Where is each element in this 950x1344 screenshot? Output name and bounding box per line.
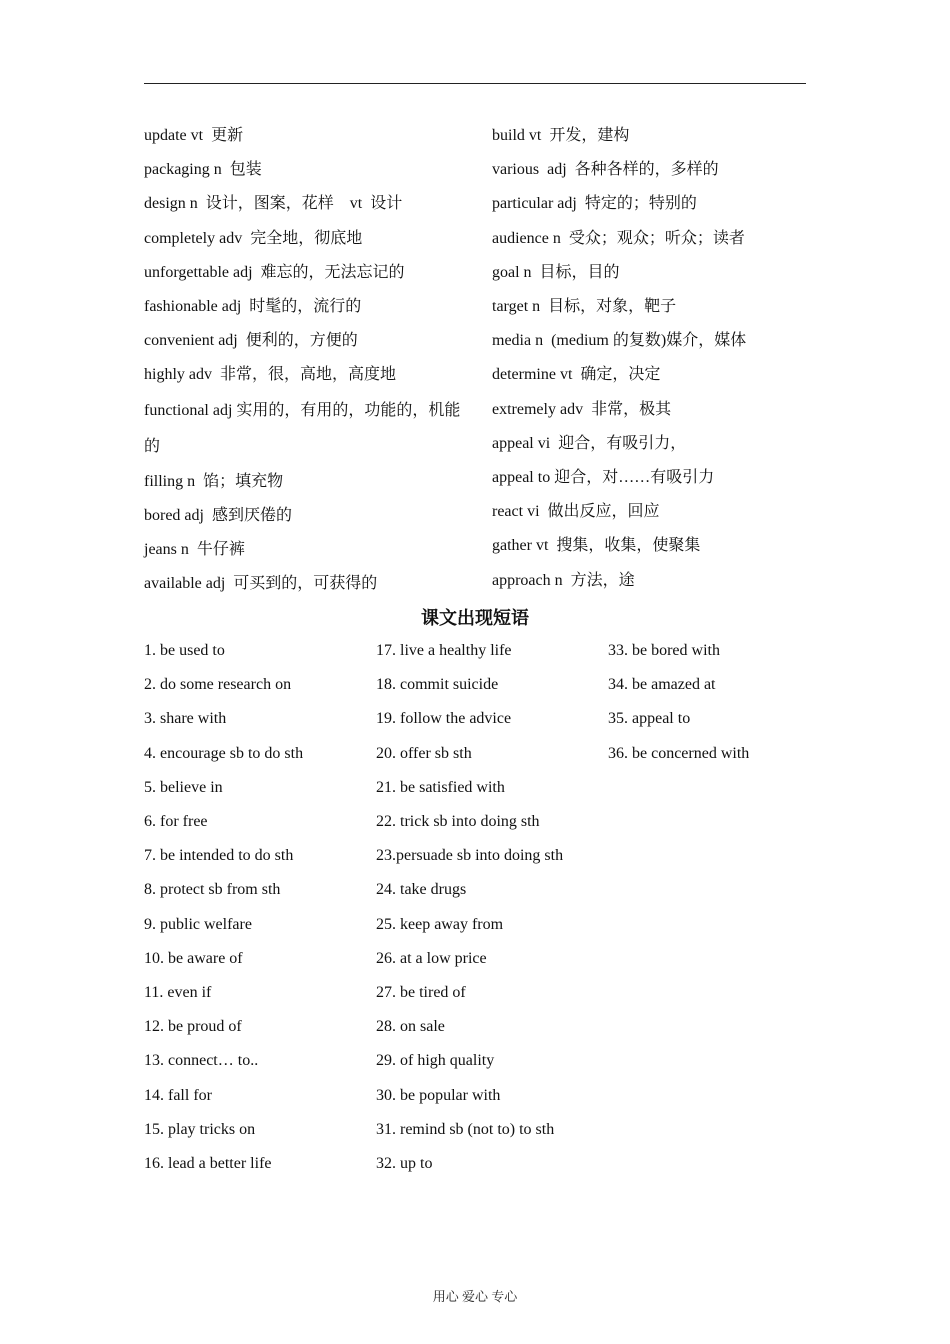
phrase-item: 14. fall for: [144, 1086, 212, 1104]
phrase-item: 18. commit suicide: [376, 676, 499, 694]
vocab-list-left: [144, 119, 468, 601]
phrase-item: 23.persuade sb into doing sth: [376, 847, 564, 865]
phrase-item: 11. even if: [144, 984, 212, 1002]
vocab-item: media n (medium 的复数)媒介，媒体: [492, 332, 747, 350]
phrase-item: 12. be proud of: [144, 1018, 242, 1036]
phrase-list-column-1: [144, 634, 374, 1181]
phrase-item: 34. be amazed at: [608, 676, 716, 694]
vocab-list-right: [492, 119, 812, 598]
phrase-item: 6. for free: [144, 813, 208, 831]
vocab-item: filling n 馅；填充物: [144, 472, 284, 490]
phrase-item: 8. protect sb from sth: [144, 881, 281, 899]
vocab-item: available adj 可买到的，可获得的: [144, 575, 378, 593]
phrase-item: 15. play tricks on: [144, 1120, 256, 1138]
phrase-item: 10. be aware of: [144, 949, 243, 967]
vocab-item: packaging n 包装: [144, 161, 262, 179]
phrase-item: 24. take drugs: [376, 881, 467, 899]
vocab-item: completely adv 完全地，彻底地: [144, 229, 363, 247]
phrase-list-column-3: [608, 634, 808, 771]
vocab-item: appeal to 迎合，对……有吸引力: [492, 469, 715, 487]
phrase-item: 30. be popular with: [376, 1086, 501, 1104]
header-rule: [144, 83, 806, 84]
phrase-item: 4. encourage sb to do sth: [144, 744, 304, 762]
vocab-item: goal n 目标，目的: [492, 263, 620, 281]
phrase-item: 21. be satisfied with: [376, 778, 505, 796]
phrase-item: 31. remind sb (not to) to sth: [376, 1120, 555, 1138]
vocab-item: target n 目标，对象，靶子: [492, 298, 677, 316]
vocab-item: gather vt 搜集，收集，使聚集: [492, 537, 701, 555]
phrase-item: 27. be tired of: [376, 984, 466, 1002]
phrase-item: 22. trick sb into doing sth: [376, 813, 540, 831]
vocab-item: various adj 各种各样的，多样的: [492, 161, 719, 179]
vocab-item: audience n 受众；观众；听众；读者: [492, 229, 745, 247]
vocab-item: particular adj 特定的；特别的: [492, 195, 697, 213]
vocab-item: design n 设计，图案，花样 vt 设计: [144, 195, 403, 213]
vocab-item: unforgettable adj 难忘的，无法忘记的: [144, 263, 405, 281]
phrase-item: 1. be used to: [144, 642, 225, 659]
phrase-item: 16. lead a better life: [144, 1155, 272, 1173]
vocab-item: react vi 做出反应，回应: [492, 503, 660, 521]
phrase-item: 2. do some research on: [144, 676, 292, 694]
vocab-item: approach n 方法，途: [492, 571, 635, 589]
vocab-item: update vt 更新: [144, 127, 244, 144]
phrase-item: 13. connect… to..: [144, 1052, 259, 1070]
phrase-item: 3. share with: [144, 710, 227, 728]
phrase-item: 20. offer sb sth: [376, 744, 472, 762]
vocab-item: determine vt 确定，决定: [492, 366, 661, 384]
phrase-item: 33. be bored with: [608, 642, 720, 659]
vocab-item: extremely adv 非常，极其: [492, 400, 672, 418]
phrases-section-title: 课文出现短语: [421, 608, 529, 628]
vocab-item: functional adj 实用的，有用的，功能的，机能的: [144, 401, 461, 455]
phrase-item: 26. at a low price: [376, 949, 487, 967]
vocab-item: jeans n 牛仔裤: [144, 541, 245, 559]
page-footer: 用心 爱心 专心: [432, 1289, 518, 1304]
phrase-item: 5. believe in: [144, 778, 223, 796]
vocab-item: appeal vi 迎合，有吸引力，: [492, 434, 687, 452]
phrase-item: 32. up to: [376, 1155, 433, 1173]
vocab-item: bored adj 感到厌倦的: [144, 506, 292, 524]
phrase-item: 7. be intended to do sth: [144, 847, 294, 865]
vocab-item: build vt 开发，建构: [492, 127, 630, 144]
phrase-item: 29. of high quality: [376, 1052, 495, 1070]
phrase-item: 28. on sale: [376, 1018, 445, 1036]
phrase-item: 17. live a healthy life: [376, 642, 512, 659]
phrase-list-column-2: [376, 634, 606, 1181]
vocab-item: fashionable adj 时髦的，流行的: [144, 298, 362, 316]
phrase-item: 36. be concerned with: [608, 744, 750, 762]
vocab-item: convenient adj 便利的，方便的: [144, 332, 358, 350]
phrase-item: 35. appeal to: [608, 710, 691, 728]
vocab-item: highly adv 非常，很，高地，高度地: [144, 366, 396, 384]
phrase-item: 9. public welfare: [144, 915, 252, 933]
phrase-item: 19. follow the advice: [376, 710, 512, 728]
phrase-item: 25. keep away from: [376, 915, 504, 933]
